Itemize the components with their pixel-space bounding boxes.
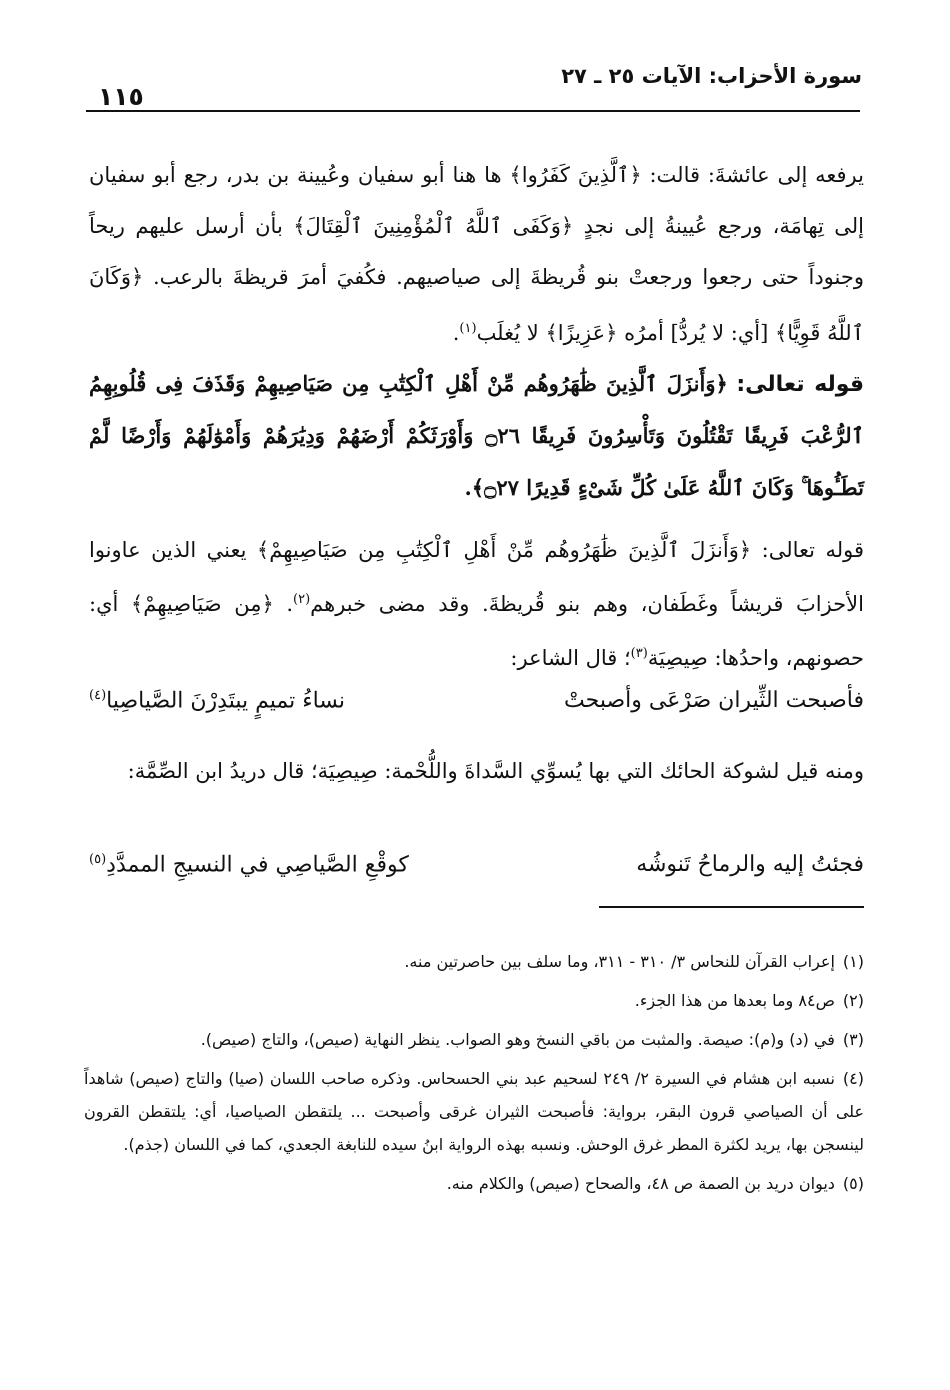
poem-line-1 bbox=[89, 688, 864, 713]
footnote-text: نسبه ابن هشام في السيرة ٢/ ٢٤٩ لسحيم عبد بني الحسحاس. وذكره صاحب اللسان (صيا) والتاج (صيص) شاهداً على أن الصياصي قرون البقر، برواية: فأصبحت الثيران غرقى وأصبحت ... يلتقطن الصياصيا، أي: يلتقطن القرون لينسجن بها، يريد لكثرة المطر غرق الوحش. ونسبه بهذه الرواية ابنُ سيده للنابغة الجعدي، كما في اللسان (جذم). bbox=[84, 1069, 864, 1154]
footnote-ref-2: (٢) bbox=[293, 592, 311, 607]
footnote-number: (٢) bbox=[842, 991, 864, 1010]
verse-text: ﴿وَأَنزَلَ ٱلَّذِينَ ظَٰهَرُوهُم مِّنْ أَهْلِ ٱلْكِتَٰبِ مِن صَيَاصِيهِمْ وَقَذَفَ فِى قُلُوبِهِمُ ٱلرُّعْبَ فَرِيقًا تَقْتُلُونَ وَتَأْسِرُونَ فَرِيقًا ۝٢٦ وَأَوْرَثَكُمْ أَرْضَهُمْ وَدِيَٰرَهُمْ وَأَمْوَٰلَهُمْ وَأَرْضًا لَّمْ تَطَـُٔوهَا ۚ وَكَانَ ٱللَّهُ عَلَىٰ كُلِّ شَىْءٍ قَدِيرًا ۝٢٧﴾. bbox=[89, 371, 865, 500]
footnote-ref-4: (٤) bbox=[89, 688, 107, 703]
poem-1-second-hemistich: نساءُ تميمٍ يبتَدِرْنَ الصَّياصِيا bbox=[106, 688, 346, 714]
footnote-number: (٣) bbox=[842, 1030, 864, 1049]
page-header-title: سورة الأحزاب: الآيات ٢٥ ـ ٢٧ bbox=[561, 64, 862, 88]
footnote-ref-5: (٥) bbox=[89, 852, 107, 867]
footnote-ref-1: (١) bbox=[459, 321, 477, 336]
footnote-ref-3: (٣) bbox=[630, 646, 648, 661]
footnote-item bbox=[84, 1023, 864, 1056]
header-divider bbox=[86, 110, 860, 112]
page-number: ١١٥ bbox=[98, 82, 144, 111]
paragraph-1-text: يرفعه إلى عائشةَ: قالت: ﴿ٱلَّذِينَ كَفَرُوا﴾ ها هنا أبو سفيان وعُيينة بن بدر، رجع أبو سفيان إلى تِهامَة، ورجع عُيينةُ إلى نجدٍ ﴿وَكَفَى ٱللَّهُ ٱلْمُؤْمِنِينَ ٱلْقِتَالَ﴾ بأن أرسل عليهم ريحاً وجنوداً حتى رجعوا ورجعتْ بنو قُريظةَ إلى صياصيهم. فكُفيَ أمرَ قريظةَ بالرعب. ﴿وَكَانَ ٱللَّهُ قَوِيًّا﴾ [أي: لا يُردُّ] أمرُه ﴿عَزِيزًا﴾ لا يُغلَب bbox=[89, 163, 864, 345]
paragraph-1: يرفعه إلى عائشةَ: قالت: ﴿ٱلَّذِينَ كَفَرُوا﴾ ها هنا أبو سفيان وعُيينة بن بدر، رجع أبو سفيان إلى تِهامَة، ورجع عُيينةُ إلى نجدٍ ﴿وَكَفَى ٱللَّهُ ٱلْمُؤْمِنِينَ ٱلْقِتَالَ﴾ بأن أرسل عليهم ريحاً وجنوداً حتى رجعوا ورجعتْ بنو قُريظةَ إلى صياصيهم. فكُفيَ أمرَ قريظةَ بالرعب. ﴿وَكَانَ ٱللَّهُ قَوِيًّا﴾ [أي: لا يُردُّ] أمرُه ﴿عَزِيزًا﴾ لا يُغلَب$^{(١)}$. bbox=[89, 163, 864, 345]
verse-heading: قوله تعالى: bbox=[736, 372, 864, 397]
paragraph-2-text: قوله تعالى: ﴿وَأَنزَلَ ٱلَّذِينَ ظَٰهَرُوهُم مِّنْ أَهْلِ ٱلْكِتَٰبِ مِن صَيَاصِيهِمْ﴾ يعني الذين عاونوا الأحزابَ قريشاً وغَطَفان، وهم بنو قُريظةَ. وقد مضى خبرهم bbox=[89, 538, 864, 616]
poem-2-second-hemistich: كوقْعِ الصَّياصِي في النسيجِ الممدَّدِ bbox=[106, 852, 409, 878]
poem-1-first-hemistich: فأصبحت الثِّيران صَرْعَى وأصبحتْ bbox=[564, 688, 864, 713]
footnote-divider bbox=[599, 906, 864, 908]
footnote-text: ص٨٤ وما بعدها من هذا الجزء. bbox=[634, 991, 835, 1010]
footnote-item bbox=[84, 1167, 864, 1200]
footnote-item bbox=[84, 1062, 864, 1161]
footnote-text: ديوان دريد بن الصمة ص ٤٨، والصحاح (صيص) والكلام منه. bbox=[446, 1174, 835, 1193]
paragraph-2 bbox=[89, 525, 864, 683]
footnote-number: (٤) bbox=[842, 1069, 865, 1088]
paragraph-2c-text: ؛ قال الشاعر: bbox=[510, 646, 631, 670]
footnote-item bbox=[84, 984, 864, 1017]
paragraph-2b-text: . ﴿مِن صَيَاصِيهِمْ﴾ أي: حصونهم، واحدُها: صِيصِيَة bbox=[89, 592, 864, 670]
poem-line-2 bbox=[89, 852, 864, 877]
poem-2-first-hemistich: فجئتُ إليه والرماحُ تَنوشُه bbox=[636, 852, 864, 877]
footnote-number: (٥) bbox=[842, 1174, 864, 1193]
verse-block bbox=[89, 358, 864, 514]
footnote-text: إعراب القرآن للنحاس ٣/ ٣١٠ - ٣١١، وما سلف بين حاصرتين منه. bbox=[404, 952, 835, 971]
footnote-item bbox=[84, 945, 864, 978]
footnote-number: (١) bbox=[842, 952, 864, 971]
paragraph-3: ومنه قيل لشوكة الحائك التي بها يُسوِّي السَّداةَ واللُّحْمة: صِيصِيَة؛ قال دريدُ ابن الصِّمَّة: bbox=[127, 759, 864, 783]
footnote-text: في (د) و(م): صيصة. والمثبت من باقي النسخ وهو الصواب. ينظر النهاية (صيص)، والتاج (صيص). bbox=[200, 1030, 835, 1049]
footnotes bbox=[84, 945, 864, 1206]
